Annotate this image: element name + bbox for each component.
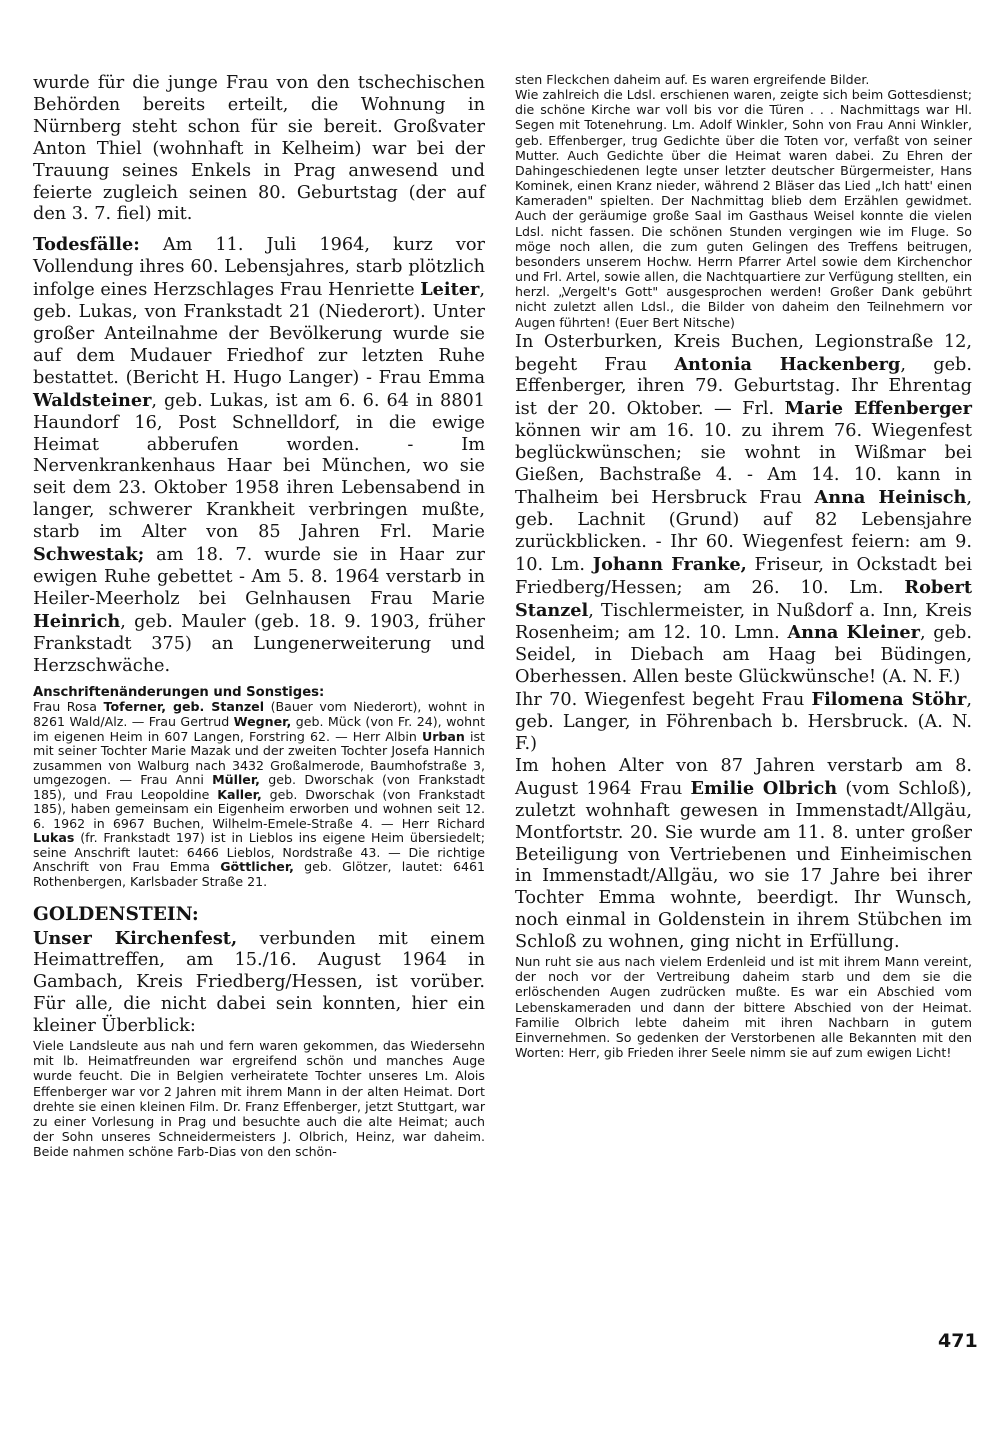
changes-text: geb. Glötzer, lautet: 6461 Rothenbergen, Karlsbader Straße 21. bbox=[33, 859, 485, 890]
birthdays-paragraph bbox=[515, 332, 972, 690]
person-name: Antonia Hackenberg bbox=[674, 353, 901, 375]
left-column bbox=[33, 72, 485, 1159]
deaths-lead: Todesfälle: bbox=[33, 234, 140, 256]
kirchenfest-paragraph bbox=[33, 928, 485, 1039]
goldenstein-heading: GOLDENSTEIN: bbox=[33, 903, 199, 925]
changes-text: geb. Mück (von Fr. 24), wohnt im eigenen Heim in 607 Langen, Forstring 62. — Herr Albin bbox=[33, 714, 486, 744]
birthdays-text: , geb. Effenberger, ihren 79. Geburtstag. Ihr Ehrentag ist der 20. Oktober. — Frl. bbox=[515, 354, 972, 420]
changes-text: ist mit seiner Tochter Marie Mazak und der zweiten Tochter Josefa Hannich zusammen von Walburg nach 3432 Großalmerode, Baumhofstraße 3, umgezogen. — Frau Anni bbox=[33, 728, 485, 788]
obituary-text: Im hohen Alter von 87 Jahren verstarb am 8. August 1964 Frau bbox=[515, 755, 972, 799]
person-name: Toferner, geb. Stanzel bbox=[103, 699, 265, 715]
right-column bbox=[515, 72, 972, 1060]
kirchenfest-lead: Unser Kirchenfest, bbox=[33, 927, 238, 949]
person-name: Göttlicher, bbox=[220, 859, 294, 875]
birthdays-text: , Tischlermeister, in Nußdorf a. Inn, Kreis Rosenheim; am 12. 10. Lmn. bbox=[515, 600, 972, 644]
changes-text: geb. Dworschak (von Frankstadt 185), und Frau Leopoldine bbox=[33, 772, 485, 802]
changes-text: (Bauer vom Niederort), wohnt in 8261 Wald/Alz. — Frau Gertrud bbox=[33, 699, 485, 730]
person-name: Filomena Stöhr bbox=[811, 689, 967, 711]
seventieth-text: , geb. Langer, in Föhrenbach b. Hersbruck. (A. N. F.) bbox=[515, 690, 972, 754]
person-name: Leiter bbox=[420, 279, 480, 301]
person-name: Johann Franke, bbox=[592, 553, 747, 575]
deaths-text: am 18. 7. wurde sie in Haar zur ewigen Ruhe gebettet - Am 5. 8. 1964 verstarb in Heiler-Meerholz bei Gelnhausen Frau Marie bbox=[33, 545, 485, 609]
gottesdienst-paragraph: Wie zahlreich die Ldsl. erschienen waren, zeigte sich beim Gottesdienst; die schöne Kirche war voll bis vor die Türen . . . Nachmittags war Hl. Segen mit Totenehrung. Lm. Adolf Winkler, Sohn von Frau Anni Winkler, geb. Effenberger, trug Gedichte über die Toten vor, verfaßt von seiner Mutter. Auch Gedichte über die Heimat waren dabei. Zu Ehren der Dahingeschiedenen legte unser letzter deutscher Bürgermeister, Hans Kominek, einen Kranz nieder, während 2 Bläser das Lied „Ich hatt' einen Kameraden" spielten. Der Nachmittag blieb dem Erzählen gewidmet. Auch der geräumige große Saal im Gasthaus Weisel konnte die vielen Ldsl. nicht fassen. Die schönen Stunden vergingen wie im Fluge. So möge noch allen, die zum guten Gelingen des Treffens beitrugen, besonders unserem Hochw. Herrn Pfarrer Artel sowie dem Kirchenchor und Frl. Artel, sowie allen, die Nachtquartiere zur Verfügung stellten, ein herzl. „Vergelt's Gott" ausgesprochen werden! Großer Dank gebührt nicht zuletzt allen Ldsl., die Bilder von daheim den Teilnehmern vor Augen führten! (Euer Bert Nitsche) bbox=[515, 87, 972, 330]
kirchenfest-text: verbunden mit einem Heimattreffen, am 15./16. August 1964 in Gambach, Kreis Friedberg/Hessen, ist vorüber. Für alle, die nicht dabei sein konnten, hier ein kleiner Überblick: bbox=[33, 928, 485, 1037]
deaths-paragraph bbox=[33, 234, 485, 677]
person-name: Emilie Olbrich bbox=[690, 777, 838, 799]
birthdays-text: können wir am 16. 10. zu ihrem 76. Wiegenfest beglückwünschen; sie wohnt in Wißmar bei Gießen, Bachstraße 4. - Am 14. 10. kann in Thalheim bei Hersbruck Frau bbox=[515, 421, 972, 508]
person-name: Robert Stanzel bbox=[515, 576, 972, 621]
person-name: Anna Heinisch bbox=[814, 487, 967, 508]
seventieth-birthday-paragraph bbox=[515, 689, 972, 756]
person-name: Heinrich bbox=[33, 610, 121, 632]
person-name: Waldsteiner bbox=[33, 389, 152, 411]
deaths-text: Am 11. Juli 1964, kurz vor Vollendung ihres 60. Lebensjahres, starb plötzlich infolge eines Herzschlages Frau Henriette bbox=[33, 235, 485, 301]
seventieth-text: Ihr 70. Wiegenfest begeht Frau bbox=[515, 690, 812, 711]
person-name: Müller, bbox=[212, 772, 260, 788]
person-name: Wegner, bbox=[233, 714, 292, 730]
deaths-text: , geb. Lukas, ist am 6. 6. 64 in 8801 Haundorf 16, Post Schnelldorf, in die ewige Heimat abberufen worden. - Im Nervenkrankenhaus Haar bei München, wo sie seit dem 23. Oktober 1958 ihren Lebensabend in langer, schwerer Krankheit verbringen mußte, starb im Alter von 85 Jahren Frl. Marie bbox=[33, 390, 485, 543]
birthdays-text: Friseur, in Ockstadt bei Friedberg/Hessen; am 26. 10. Lm. bbox=[515, 554, 973, 598]
wedding-paragraph: wurde für die junge Frau von den tschechischen Behörden bereits erteilt, die Wohnung in Nürnberg steht schon für sie bereit. Großvater Anton Thiel (wohnhaft in Kelheim) war bei der Trauung seines Enkels in Prag anwesend und feierte zugleich seinen 80. Geburtstag (der auf den 3. 7. fiel) mit. bbox=[33, 73, 485, 225]
person-name: Lukas bbox=[33, 830, 75, 846]
birthdays-text: In Osterburken, Kreis Buchen, Legionstraße 12, begeht Frau bbox=[515, 331, 972, 375]
deaths-text: , geb. Mauler (geb. 18. 9. 1903, früher Frankstadt 375) an Lungenerweiterung und Herzschwäche. bbox=[33, 611, 485, 676]
changes-text: geb. Dworschak (von Frankstadt 185), haben gemeinsam ein Eigenheim erworben und wohnen seit 12. 6. 1962 in 6967 Buchen, Wilhelm-Emele-Straße 4. — Herr Richard bbox=[33, 786, 485, 831]
person-name: Marie Effenberger bbox=[784, 398, 973, 420]
deaths-text: , geb. Lukas, von Frankstadt 21 (Niederort). Unter großer Anteilnahme der Bevölkerung wurde sie auf dem Mudauer Friedhof zur letzten Ruhe bestattet. (Bericht H. Hugo Langer) - Frau Emma bbox=[33, 280, 485, 388]
person-name: Kaller, bbox=[217, 786, 262, 802]
person-name: Urban bbox=[421, 728, 465, 744]
changes-text: (fr. Frankstadt 197) ist in Lieblos ins eigene Heim übersiedelt; seine Anschrift lautet: 6466 Lieblos, Nordstraße 43. — Die richtige Anschrift von Frau Emma bbox=[33, 830, 485, 875]
person-name: Schwestak; bbox=[33, 544, 145, 566]
obituary-closing-paragraph: Nun ruht sie aus nach vielem Erdenleid und ist mit ihrem Mann vereint, der noch vor der Vertreibung daheim starb und dem sie die erlöschenden Augen zudrücken mußte. Es war ein Abschied vom Lebenskameraden und dann der bittere Abschied von der Heimat. Familie Olbrich lebte daheim mit ihren Nachbarn in gutem Einvernehmen. So gedenken der Verstorbenen alle Bekannten mit den Worten: Herr, gib Frieden ihrer Seele nimm sie auf zum ewigen Licht! bbox=[515, 954, 972, 1060]
changes-text: Frau Rosa bbox=[33, 699, 104, 715]
report-continuation-paragraph: sten Fleckchen daheim auf. Es waren ergreifende Bilder. bbox=[515, 72, 870, 87]
address-changes-heading: Anschriftenänderungen und Sonstiges: bbox=[33, 685, 325, 701]
kirchenfest-report-paragraph: Viele Landsleute aus nah und fern waren gekommen, das Wiedersehn mit lb. Heimatfreunden war ergreifend schön und manches Auge wurde feucht. Die in Belgien verheiratete Tochter unseres Lm. Alois Effenberger war vor 2 Jahren mit ihrem Mann in der alten Heimat. Dort drehte sie einen kleinen Film. Dr. Franz Effenberger, jetzt Stuttgart, war zu einer Vorlesung in Prag und besuchte auch die alte Heimat; auch der Sohn unseres Schneidermeisters J. Olbrich, Heinz, war daheim. Beide nahmen schöne Farb-Dias von den schön- bbox=[33, 1038, 485, 1160]
address-changes-paragraph bbox=[33, 700, 485, 889]
page-number: 471 bbox=[938, 1330, 978, 1352]
birthdays-text: , geb. Seidel, in Diebach am Haag bei Büdingen, Oberhessen. Allen beste Glückwünsche! (A. N. F.) bbox=[515, 623, 973, 688]
obituary-text: (vom Schloß), zuletzt wohnhaft gewesen in Immenstadt/Allgäu, Montfortstr. 20. Sie wurde am 11. 8. unter großer Beteiligung von Vertriebenen und Einheimischen in Immenstadt/Allgäu, wo sie 17 Jahre bei ihrer Tochter Emma wohnte, beerdigt. Ihr Wunsch, noch einmal in Goldenstein in ihrem Stübchen im Schloß zu wohnen, ging nicht in Erfüllung. bbox=[515, 778, 973, 953]
obituary-olbrich-paragraph bbox=[515, 756, 972, 954]
person-name: Anna Kleiner bbox=[787, 622, 921, 644]
birthdays-text: , geb. Lachnit (Grund) auf 82 Lebensjahre zurückblicken. - Ihr 60. Wiegenfest feiern: am 9. 10. Lm. bbox=[515, 488, 972, 575]
